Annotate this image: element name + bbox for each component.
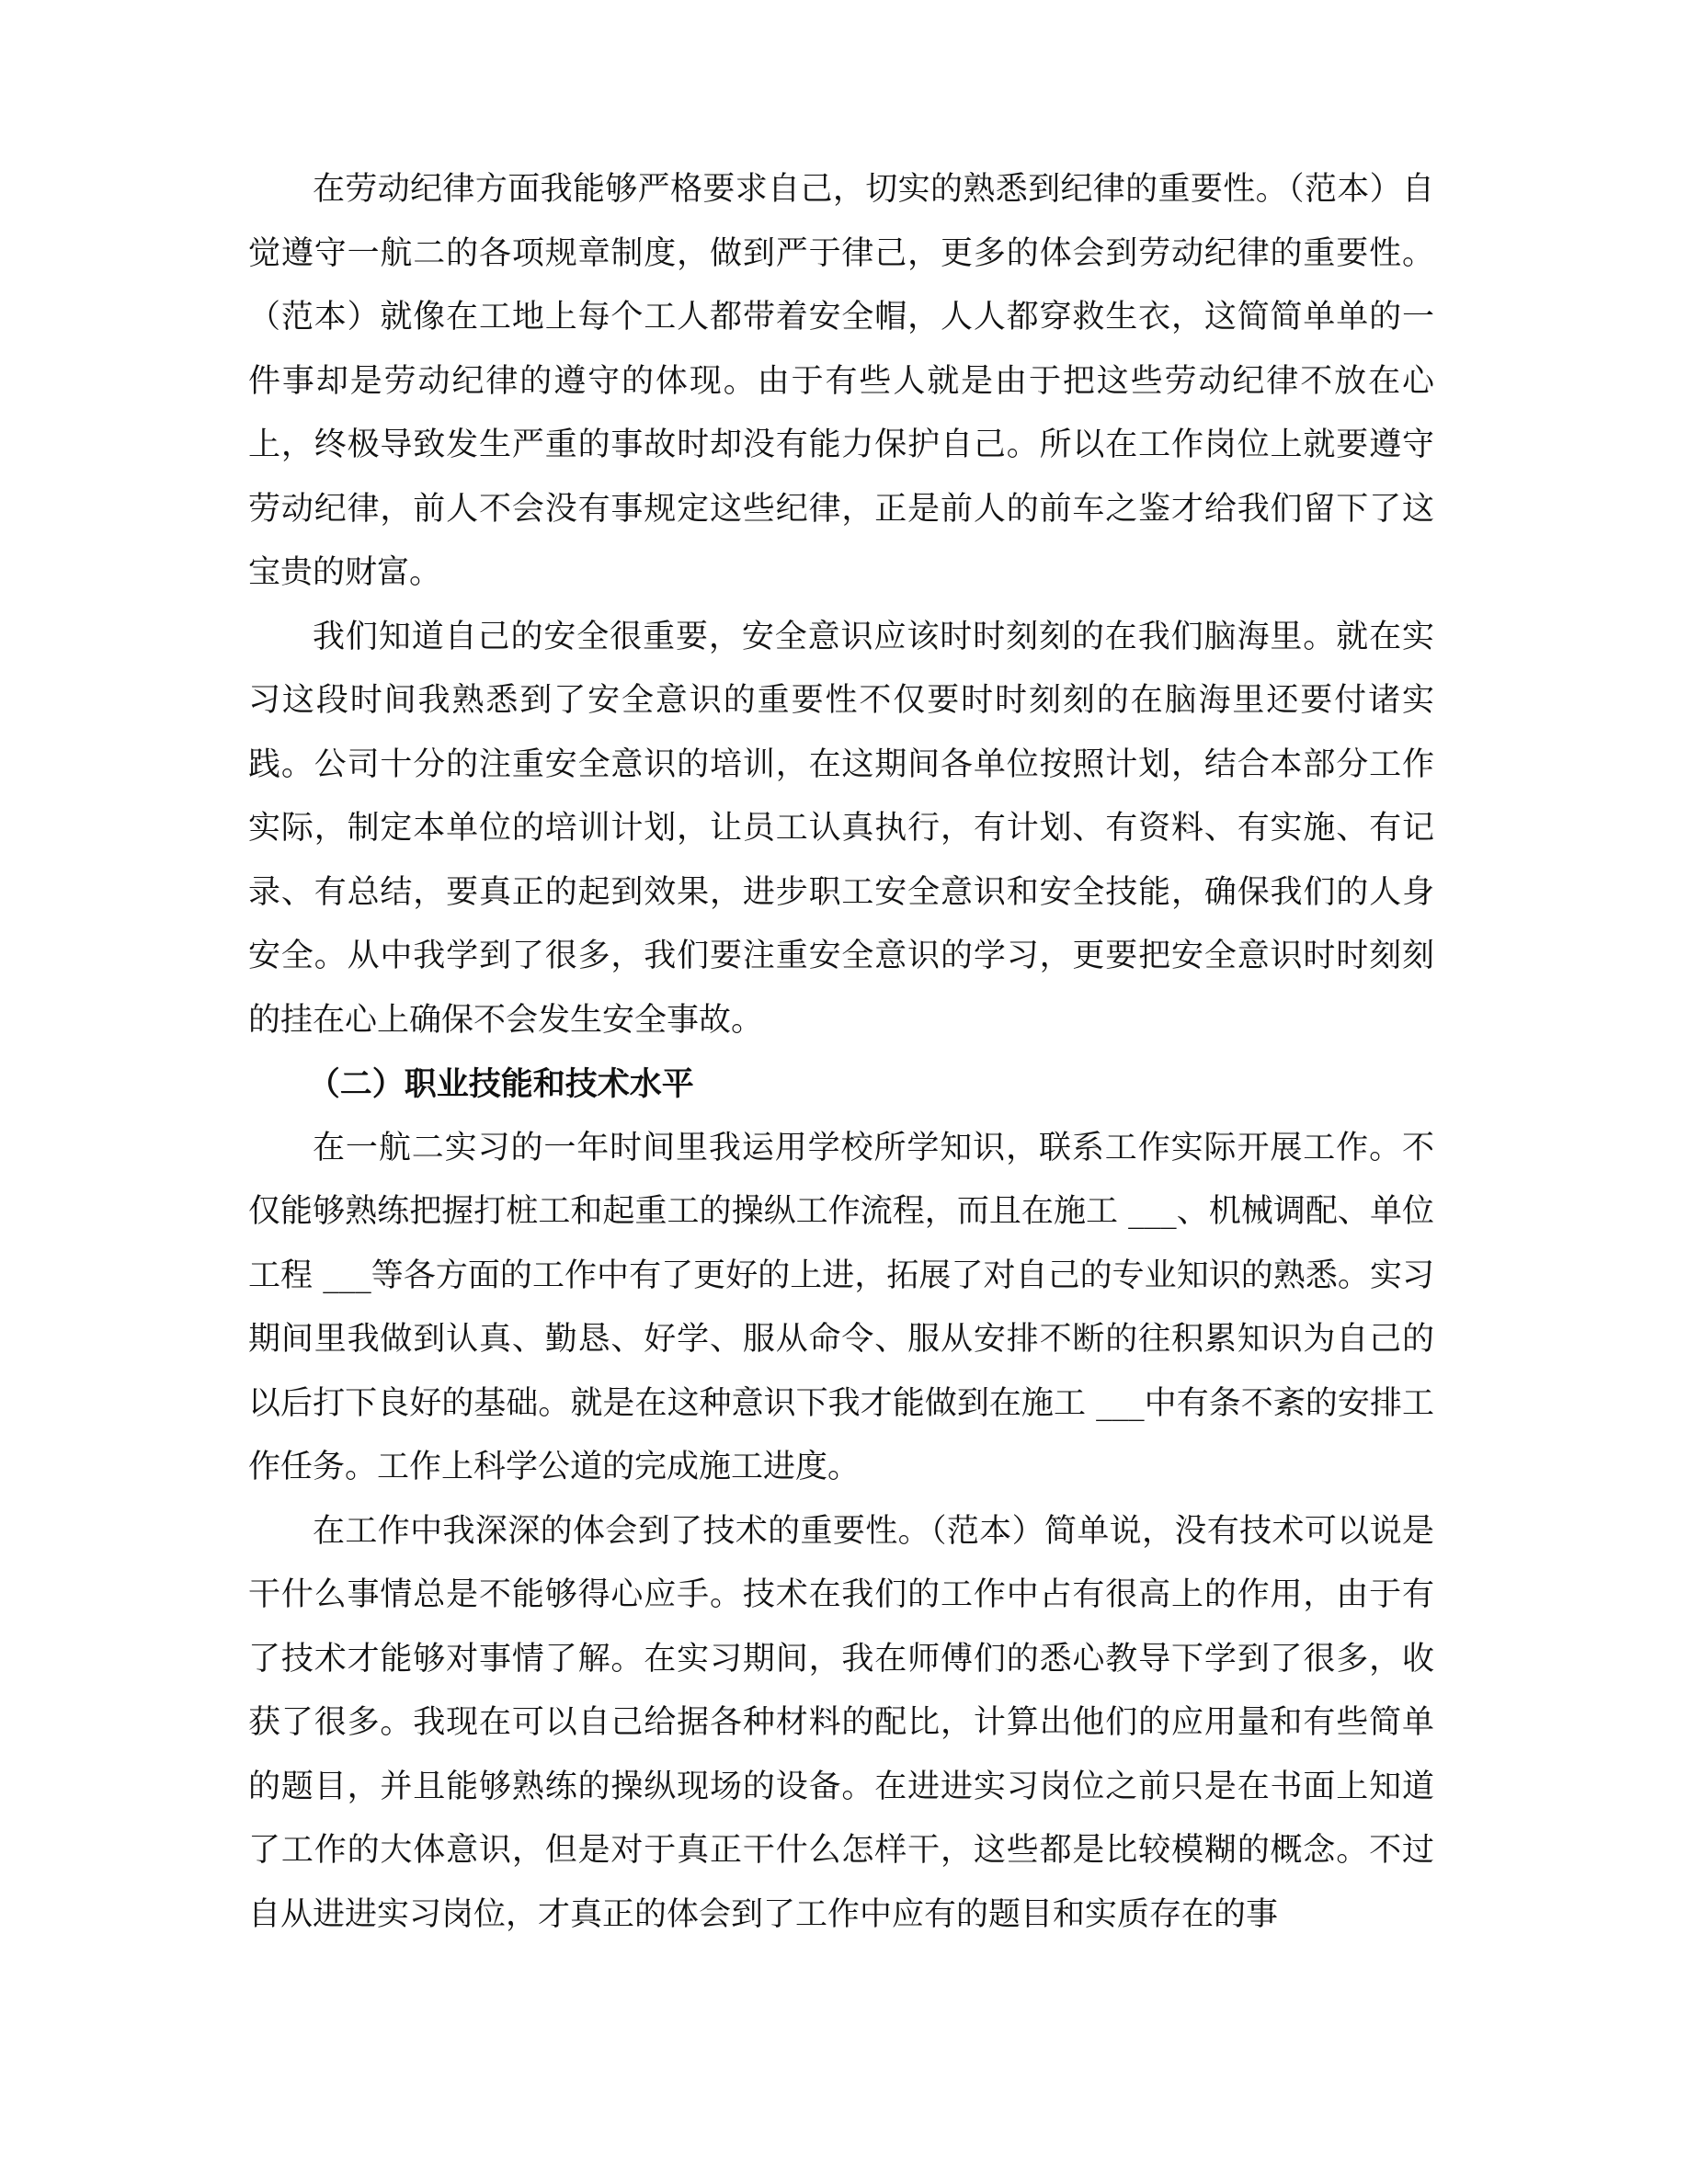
paragraph-labor-discipline: 在劳动纪律方面我能够严格要求自己，切实的熟悉到纪律的重要性。（范本）自觉遵守一航二的各项规章制度，做到严于律己，更多的体会到劳动纪律的重要性。（范本）就像在工地上每个工人都带着安全帽，人人都穿救生衣，这简简单单的一件事却是劳动纪律的遵守的体现。由于有些人就是由于把这些劳动纪律不放在心上，终极导致发生严重的事故时却没有能力保护自己。所以在工作岗位上就要遵守劳动纪律，前人不会没有事规定这些纪律，正是前人的前车之鉴才给我们留下了这宝贵的财富。 bbox=[248, 171, 1434, 591]
paragraph-safety-awareness: 我们知道自己的安全很重要，安全意识应该时时刻刻的在我们脑海里。就在实习这段时间我熟悉到了安全意识的重要性不仅要时时刻刻的在脑海里还要付诸实践。公司十分的注重安全意识的培训，在这期间各单位按照计划，结合本部分工作实际，制定本单位的培训计划，让员工认真执行，有计划、有资料、有实施、有记录、有总结，要真正的起到效果，进步职工安全意识和安全技能，确保我们的人身安全。从中我学到了很多，我们要注重安全意识的学习，更要把安全意识时时刻刻的挂在心上确保不会发生安全事故。 bbox=[248, 618, 1434, 1039]
section-heading: （二）职业技能和技术水平 bbox=[307, 1065, 694, 1103]
paragraph-internship-skills: 在一航二实习的一年时间里我运用学校所学知识，联系工作实际开展工作。不仅能够熟练把握打桩工和起重工的操纵工作流程，而且在施工 ___、机械调配、单位工程 ___等各方面的工作中有了更好的上进，拓展了对自己的专业知识的熟悉。实习期间里我做到认真、勤恳、好学、服从命令、服从安排不断的往积累知识为自己的以后打下良好的基础。就是在这种意识下我才能做到在施工 ___中有条不紊的安排工作任务。工作上科学公道的完成施工进度。 bbox=[248, 1129, 1434, 1485]
paragraph-technical-importance: 在工作中我深深的体会到了技术的重要性。（范本）简单说，没有技术可以说是干什么事情总是不能够得心应手。技术在我们的工作中占有很高上的作用，由于有了技术才能够对事情了解。在实习期间，我在师傅们的悉心教导下学到了很多，收获了很多。我现在可以自己给据各种材料的配比，计算出他们的应用量和有些简单的题目，并且能够熟练的操纵现场的设备。在进进实习岗位之前只是在书面上知道了工作的大体意识，但是对于真正干什么怎样干，这些都是比较模糊的概念。不过自从进进实习岗位，才真正的体会到了工作中应有的题目和实质存在的事 bbox=[248, 1512, 1434, 1933]
document-page bbox=[248, 158, 1434, 1947]
